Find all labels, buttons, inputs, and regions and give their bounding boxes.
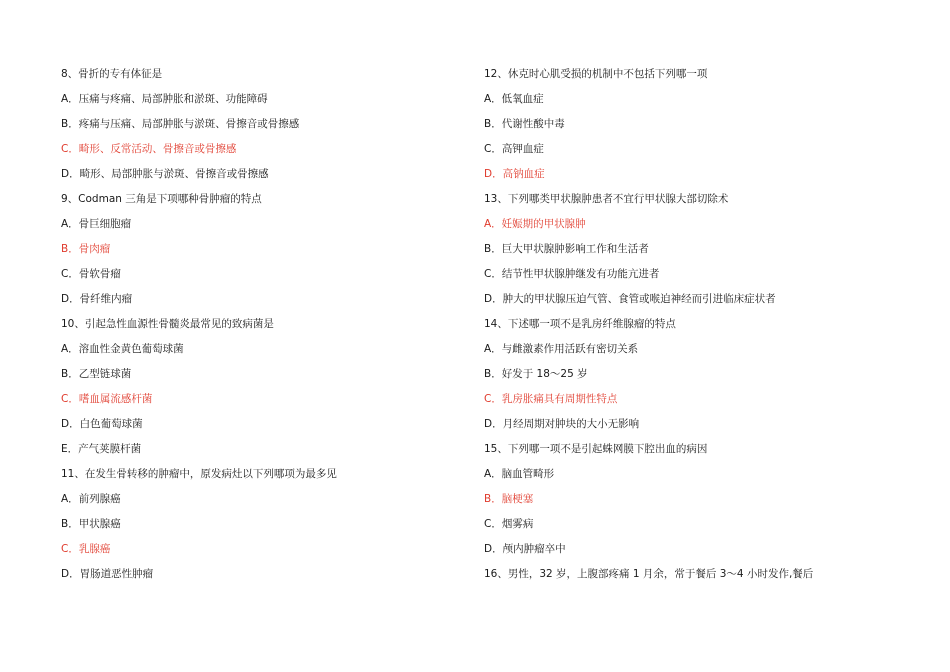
answer-option: D．月经周期对肿块的大小无影响 [484,418,640,430]
answer-option: A．脑血管畸形 [484,468,555,480]
correct-option: C．乳房胀痛具有周期性特点 [484,393,618,405]
question-stem: 15、下列哪一项不是引起蛛网膜下腔出血的病因 [484,443,708,455]
answer-option: C．结节性甲状腺肿继发有功能亢进者 [484,268,660,280]
answer-option: A．与雌激素作用活跃有密切关系 [484,343,639,355]
answer-option: A．低氧血症 [484,93,544,105]
answer-option: C．骨软骨瘤 [61,268,121,280]
left-column [61,66,461,591]
right-column [484,66,924,591]
correct-option: C．畸形、反常活动、骨擦音或骨擦感 [61,143,237,155]
answer-option: E．产气荚膜杆菌 [61,443,142,455]
answer-option: B．疼痛与压痛、局部肿胀与淤斑、骨擦音或骨擦感 [61,118,300,130]
answer-option: C．烟雾病 [484,518,534,530]
question-stem: 14、下述哪一项不是乳房纤维腺瘤的特点 [484,318,676,330]
answer-option: B．乙型链球菌 [61,368,132,380]
answer-option: A．前列腺癌 [61,493,121,505]
question-stem: 8、骨折的专有体征是 [61,68,163,80]
question-stem: 13、下列哪类甲状腺肿患者不宜行甲状腺大部切除术 [484,193,729,205]
answer-option: C．高钾血症 [484,143,544,155]
answer-option: A．骨巨细胞瘤 [61,218,132,230]
answer-option: D．肿大的甲状腺压迫气管、食管或喉迫神经而引进临床症状者 [484,293,776,305]
answer-option: D．骨纤维内瘤 [61,293,133,305]
answer-option: B．好发于 18～25 岁 [484,368,588,380]
answer-option: A．溶血性金黄色葡萄球菌 [61,343,184,355]
question-stem: 9、Codman 三角是下项哪种骨肿瘤的特点 [61,193,262,205]
answer-option: D．胃肠道恶性肿瘤 [61,568,154,580]
question-stem: 16、男性，32 岁，上腹部疼痛 1 月余，常于餐后 3～4 小时发作,餐后 [484,568,814,580]
answer-option: D．颅内肿瘤卒中 [484,543,566,555]
answer-option: A．压痛与疼痛、局部肿胀和淤斑、功能障碍 [61,93,268,105]
correct-option: C．嗜血属流感杆菌 [61,393,153,405]
answer-option: D．白色葡萄球菌 [61,418,143,430]
correct-option: D．高钠血症 [484,168,545,180]
answer-option: B．巨大甲状腺肿影响工作和生活者 [484,243,649,255]
answer-option: B．代谢性酸中毒 [484,118,565,130]
question-stem: 11、在发生骨转移的肿瘤中，原发病灶以下列哪项为最多见 [61,468,337,480]
answer-option: B．甲状腺癌 [61,518,121,530]
correct-option: A．妊娠期的甲状腺肿 [484,218,586,230]
question-stem: 10、引起急性血源性骨髓炎最常见的致病菌是 [61,318,274,330]
question-stem: 12、休克时心肌受损的机制中不包括下列哪一项 [484,68,708,80]
correct-option: C．乳腺癌 [61,543,111,555]
correct-option: B．骨肉瘤 [61,243,111,255]
answer-option: D．畸形、局部肿胀与淤斑、骨擦音或骨擦感 [61,168,269,180]
correct-option: B．脑梗塞 [484,493,534,505]
